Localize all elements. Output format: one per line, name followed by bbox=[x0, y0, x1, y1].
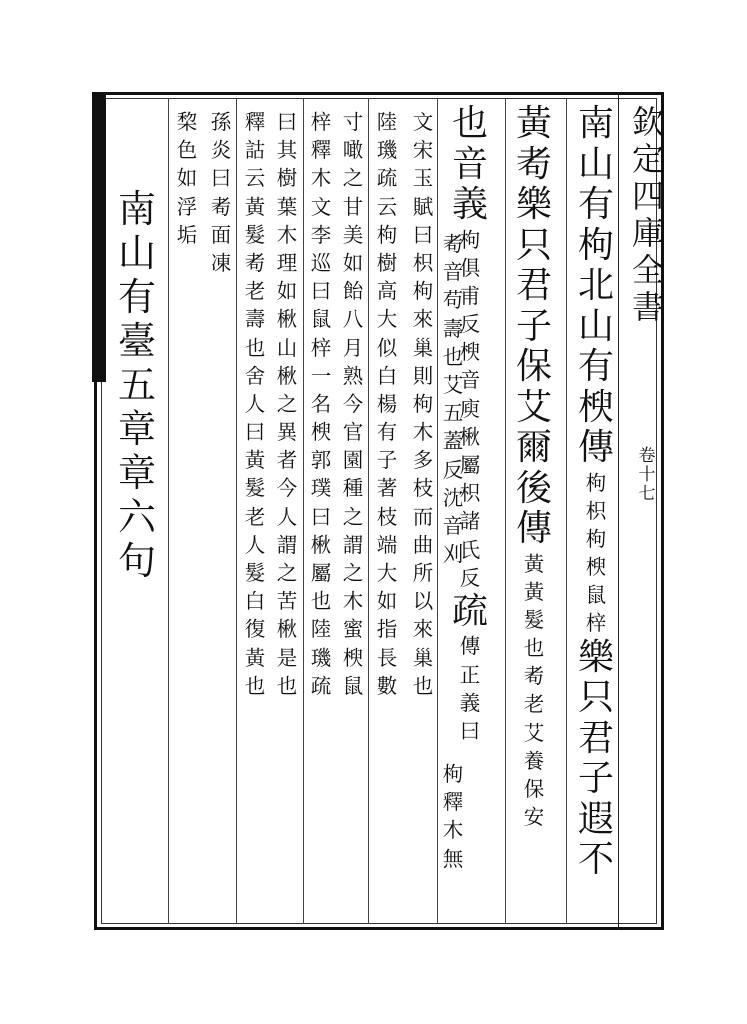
juan-label bbox=[636, 448, 658, 505]
book-title-text: 欽 定 四 庫 全 書 bbox=[631, 103, 664, 326]
text-column-1 bbox=[572, 104, 620, 881]
commentary-text: 文 宋 玉 賦 曰 枳 枸 來 巢 則 枸 木 多 枝 而 曲 所 以 來 巢 也 bbox=[412, 110, 434, 698]
text-column-4b bbox=[438, 760, 468, 873]
text-column-7 bbox=[338, 108, 368, 700]
text-column-9 bbox=[272, 108, 302, 700]
text-column-12 bbox=[172, 108, 202, 249]
main-text: 黃 耇 樂 只 君 子 保 艾 爾 後 傳 bbox=[515, 103, 552, 549]
section-title-text: 南 山 有 臺 五 章 章 六 句 bbox=[117, 187, 156, 583]
shu-marker: 疏 bbox=[451, 590, 488, 632]
commentary-text: 耇 音 苟 壽 也 艾 五 蓋 反 沈 音 刈 bbox=[442, 232, 464, 567]
text-column-4 bbox=[438, 230, 468, 568]
main-text: 樂 只 君 子 遐 不 bbox=[577, 636, 614, 881]
commentary-text: 梓 釋 木 文 李 巡 曰 鼠 梓 一 名 楰 郭 璞 曰 楸 屬 也 陸 璣 疏 bbox=[310, 110, 332, 698]
column-rule bbox=[566, 98, 567, 924]
column-rule bbox=[236, 98, 237, 924]
book-title bbox=[628, 103, 668, 328]
column-rule bbox=[505, 98, 506, 924]
commentary-text: 黃 黃 髮 也 耇 老 艾 養 保 安 bbox=[523, 551, 545, 830]
commentary-text: 寸 噉 之 甘 美 如 飴 八 月 熟 今 官 園 種 之 謂 之 木 蜜 楰 鼠 bbox=[342, 110, 364, 698]
commentary-text: 傳 正 義 曰 bbox=[459, 634, 481, 743]
main-text: 南 山 有 枸 北 山 有 楰 傳 bbox=[577, 103, 614, 468]
text-column-5 bbox=[408, 108, 438, 700]
spine-bar bbox=[92, 92, 106, 382]
text-column-2 bbox=[508, 104, 560, 831]
commentary-text: 枸 釋 木 無 bbox=[442, 762, 464, 871]
text-column-11 bbox=[206, 108, 236, 277]
commentary-text: 枸 俱 甫 反 楰 音 庾 楸 屬 枳 諸 氏 反 bbox=[459, 227, 481, 590]
column-rule bbox=[168, 98, 169, 924]
commentary-text: 枸 枳 枸 楰 鼠 梓 bbox=[585, 470, 607, 636]
text-column-8 bbox=[306, 108, 336, 700]
column-rule bbox=[303, 98, 304, 924]
commentary-text: 陸 璣 疏 云 枸 樹 高 大 似 白 楊 有 子 著 枝 端 大 如 指 長 數 bbox=[376, 110, 398, 698]
commentary-text: 釋 詁 云 黃 髮 耇 老 壽 也 舍 人 曰 黃 髮 老 人 髮 白 復 黃 也 bbox=[244, 110, 266, 698]
commentary-text: 棃 色 如 浮 垢 bbox=[176, 110, 198, 247]
section-title bbox=[112, 187, 162, 586]
text-column-10 bbox=[240, 108, 270, 700]
main-text: 也 音 義 bbox=[451, 103, 488, 225]
column-rule bbox=[368, 98, 369, 924]
juan-text: 卷 十 七 bbox=[638, 446, 656, 504]
text-column-6 bbox=[372, 108, 402, 700]
commentary-text: 孫 炎 曰 耇 面 凍 bbox=[210, 110, 232, 275]
commentary-text: 曰 其 樹 葉 木 理 如 楸 山 楸 之 異 者 今 人 謂 之 苦 楸 是 也 bbox=[276, 110, 298, 698]
